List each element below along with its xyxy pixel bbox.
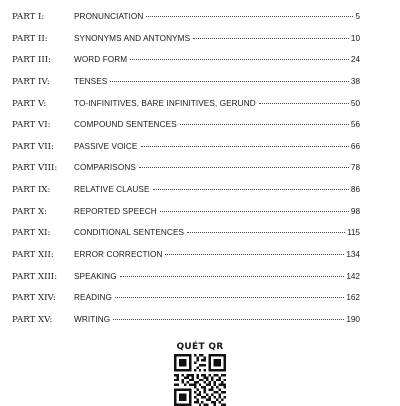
- toc-entry-part-xii[interactable]: [12, 250, 360, 272]
- toc-entry-part-v[interactable]: [12, 99, 360, 121]
- toc-dot-leader: [160, 211, 349, 212]
- toc-page-number: 50: [350, 98, 360, 108]
- toc-dot-leader: [187, 232, 345, 233]
- toc-title: RELATIVE CLAUSE: [74, 185, 150, 195]
- toc-title: TENSES: [74, 76, 108, 86]
- toc-page-number: 142: [346, 271, 360, 281]
- toc-page-number: 38: [350, 76, 360, 86]
- toc-part-label: PART XI:: [12, 228, 51, 239]
- toc-entry-part-vi[interactable]: [12, 120, 360, 142]
- toc-page-number: 98: [350, 206, 360, 216]
- toc-part-label: PART X:: [12, 206, 47, 217]
- toc-dot-leader: [139, 167, 349, 168]
- toc-page-number: 56: [350, 120, 360, 130]
- toc-entry-part-iv[interactable]: [12, 77, 360, 99]
- toc-entry-part-ii[interactable]: [12, 34, 360, 56]
- toc-entry-part-ix[interactable]: [12, 185, 360, 207]
- toc-part-label: PART XIII:: [12, 271, 58, 282]
- toc-title: PRONUNCIATION: [74, 12, 144, 21]
- toc-page-number: 134: [346, 250, 360, 260]
- toc-part-label: PART IV:: [12, 76, 50, 87]
- toc-page-number: 10: [350, 33, 360, 43]
- toc-title: WRITING: [74, 314, 111, 324]
- toc-part-label: PART VII:: [12, 141, 54, 152]
- toc-part-label: PART XV:: [12, 314, 53, 325]
- toc-dot-leader: [115, 297, 344, 298]
- toc-dot-leader: [120, 276, 345, 277]
- toc-title: WORD FORM: [74, 55, 128, 65]
- toc-page-number: 115: [346, 228, 360, 238]
- toc-part-label: PART VI:: [12, 120, 51, 131]
- toc-entry-part-xiii[interactable]: [12, 272, 360, 294]
- toc-dot-leader: [110, 81, 349, 82]
- toc-entry-part-xiv[interactable]: [12, 293, 360, 315]
- toc-dot-leader: [130, 59, 349, 60]
- toc-dot-leader: [153, 189, 349, 190]
- toc-entry-part-viii[interactable]: [12, 163, 360, 185]
- toc-page-number: 78: [350, 163, 360, 173]
- toc-entry-part-iii[interactable]: [12, 55, 360, 77]
- toc-title: CONDITIONAL SENTENCES: [74, 228, 185, 238]
- toc-page-number: 5: [355, 12, 360, 21]
- toc-page-number: 66: [350, 141, 360, 151]
- toc-part-label: PART IX:: [12, 185, 51, 196]
- toc-part-label: PART VIII:: [12, 163, 58, 174]
- toc-part-label: PART XII:: [12, 250, 54, 261]
- toc-title: SPEAKING: [74, 271, 117, 281]
- qr-code-icon[interactable]: [174, 354, 226, 406]
- toc-page-number: 190: [346, 314, 360, 324]
- toc-dot-leader: [146, 16, 353, 17]
- toc-title: SYNONYMS AND ANTONYMS: [74, 33, 191, 43]
- toc-page-number: 24: [350, 55, 360, 65]
- toc-dot-leader: [113, 319, 344, 320]
- toc-title: ERROR CORRECTION: [74, 250, 163, 260]
- toc-dot-leader: [193, 38, 349, 39]
- toc-part-label: PART I:: [12, 12, 45, 22]
- toc-entry-part-vii[interactable]: [12, 142, 360, 164]
- toc-title: COMPOUND SENTENCES: [74, 120, 177, 130]
- toc-page-number: 162: [346, 293, 360, 303]
- toc-dot-leader: [165, 254, 344, 255]
- qr-scan-label: QUÉT QR: [176, 342, 224, 352]
- toc-title: TO-INFINITIVES, BARE INFINITIVES, GERUND: [74, 98, 256, 108]
- toc-part-label: PART II:: [12, 33, 48, 44]
- toc-entry-part-x[interactable]: [12, 207, 360, 229]
- toc-entry-part-xi[interactable]: [12, 228, 360, 250]
- toc-title: COMPARISONS: [74, 163, 136, 173]
- toc-entry-part-xv[interactable]: [12, 315, 360, 337]
- toc-entry-part-i[interactable]: [12, 12, 360, 34]
- toc-part-label: PART V:: [12, 98, 47, 109]
- toc-dot-leader: [259, 103, 349, 104]
- toc-title: PASSIVE VOICE: [74, 141, 138, 151]
- toc-part-label: PART III:: [12, 55, 52, 66]
- toc-dot-leader: [180, 124, 349, 125]
- toc-title: READING: [74, 293, 113, 303]
- toc-dot-leader: [141, 146, 349, 147]
- toc-part-label: PART XIV:: [12, 293, 56, 304]
- toc-title: REPORTED SPEECH: [74, 206, 157, 216]
- table-of-contents: [12, 12, 360, 337]
- toc-page-number: 86: [350, 185, 360, 195]
